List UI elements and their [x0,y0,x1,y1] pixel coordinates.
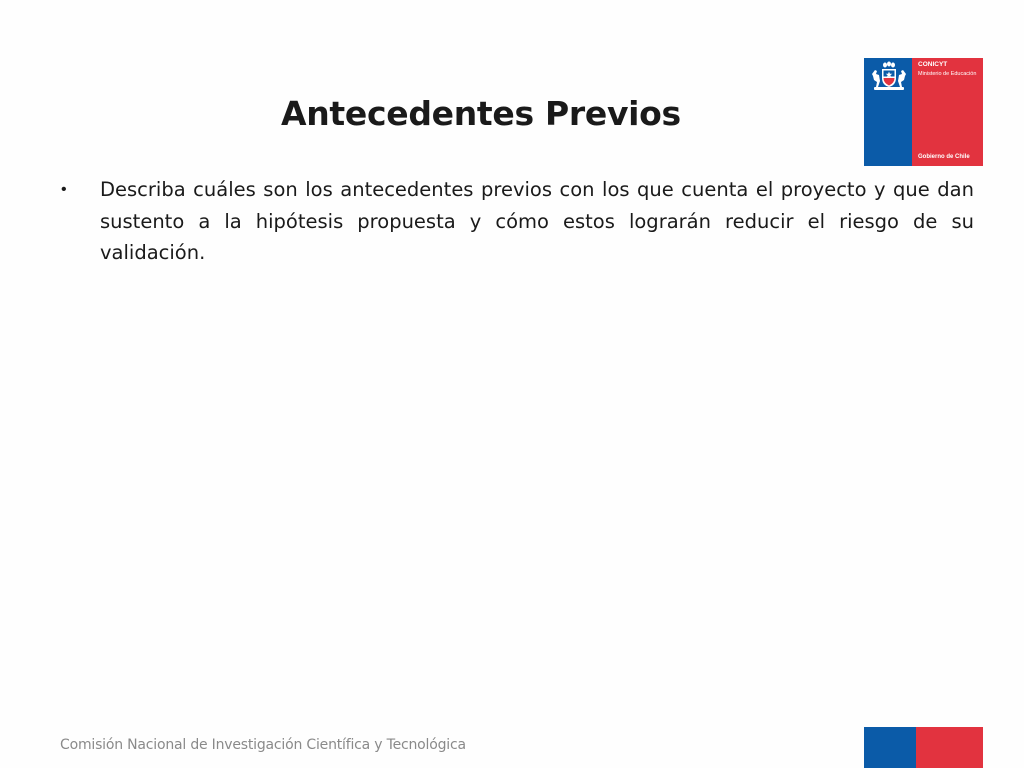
logo-blue-panel [864,58,912,166]
bullet-marker: • [61,181,67,198]
logo-red-panel [912,58,983,166]
conicyt-logo [864,58,983,166]
footer-organization: Comisión Nacional de Investigación Científica y Tecnológica [60,737,466,753]
bullet-list [60,174,974,269]
bullet-text: Describa cuáles son los antecedentes previos con los que cuenta el proyecto y que dan sustento a la hipótesis propuesta y cómo estos lograrán reducir el riesgo de su validación. [100,178,974,264]
footer-flag-red [916,727,983,768]
slide-title: Antecedentes Previos [281,94,681,133]
logo-ministry: Ministerio de Educación [918,71,977,77]
footer-flag-bar [864,727,983,768]
chile-coat-of-arms-icon [868,61,910,91]
bullet-item [60,174,974,269]
logo-org-name: CONICYT [918,61,948,68]
logo-government: Gobierno de Chile [918,154,970,160]
footer-flag-blue [864,727,916,768]
